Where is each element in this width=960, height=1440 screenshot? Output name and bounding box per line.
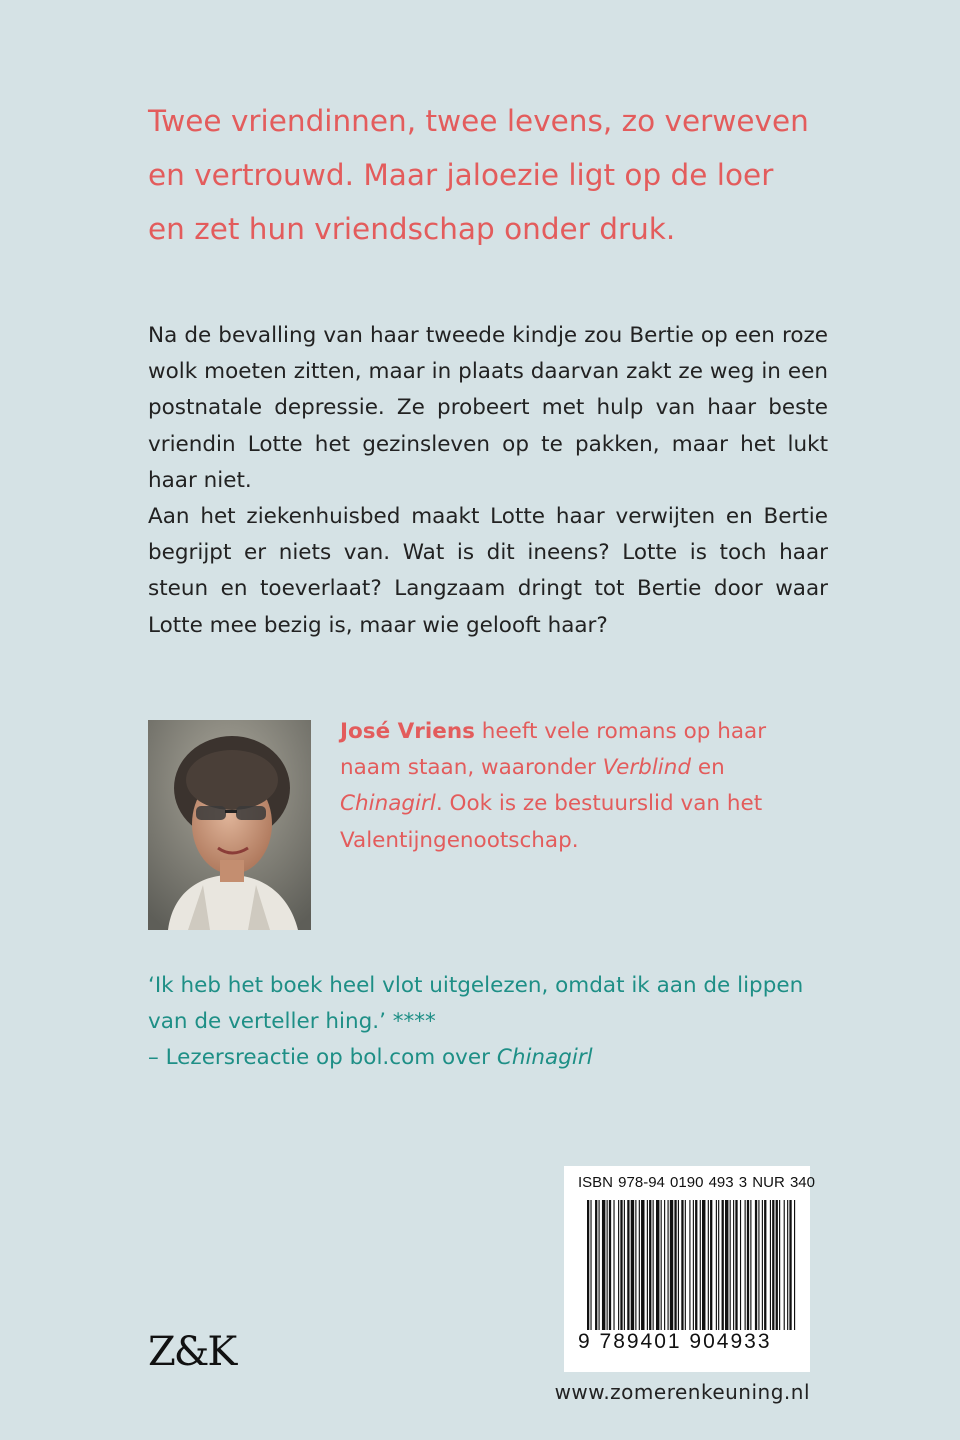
author-bio	[340, 714, 780, 859]
synopsis-paragraph: Aan het ziekenhuisbed maakt Lotte haar verwijten en Bertie begrijpt er niets van. Wat is dit ineens? Lotte is toch haar steun en toeverlaat? Langzaam dringt tot Bertie door waar Lotte mee bezig is, maar wie gelooft haar?	[148, 504, 828, 638]
isbn-text: ISBN 978-94 0190 493 3 NUR 340	[578, 1174, 815, 1191]
publisher-logo: Z&K	[148, 1329, 236, 1375]
publisher-website: www.zomerenkeuning.nl	[554, 1380, 810, 1404]
barcode-panel	[564, 1166, 815, 1372]
tagline-line: Twee vriendinnen, twee levens, zo verweven	[148, 104, 809, 138]
review-source	[148, 1040, 828, 1076]
synopsis-paragraph: Na de bevalling van haar tweede kindje zou Bertie op een roze wolk moeten zitten, maar in plaats daarvan zakt ze weg in een postnatale depressie. Ze probeert met hulp van haar beste vriendin Lotte het gezinsleven op te pakken, maar het lukt haar niet.	[148, 323, 828, 493]
author-bio-text: heeft vele romans op haar naam staan, waaronder	[340, 719, 767, 781]
tagline-line: en zet hun vriendschap onder druk.	[148, 212, 676, 246]
tagline	[148, 94, 848, 256]
author-bio-text: en	[691, 755, 725, 781]
author-bio-text: . Ook is ze bestuurslid van het Valentijngenootschap.	[340, 791, 763, 853]
review-quote-line: ‘Ik heb het boek heel vlot uitgelezen, omdat ik aan de lippen	[148, 973, 804, 998]
author-photo	[148, 720, 311, 930]
book-title-verblind: Verblind	[602, 755, 692, 781]
review-source-title: Chinagirl	[496, 1045, 593, 1071]
tagline-line: en vertrouwd. Maar jaloezie ligt op de loer	[148, 158, 774, 192]
review-quote-line: van de verteller hing.’ ****	[148, 1009, 436, 1035]
synopsis	[148, 318, 828, 644]
barcode-icon	[586, 1200, 798, 1330]
barcode-digits: 9 789401 904933	[578, 1330, 772, 1353]
reader-review	[148, 968, 828, 1077]
author-name: José Vriens	[340, 719, 475, 744]
review-source-prefix: – Lezersreactie op bol.com over	[148, 1045, 497, 1071]
book-title-chinagirl: Chinagirl	[340, 791, 436, 817]
